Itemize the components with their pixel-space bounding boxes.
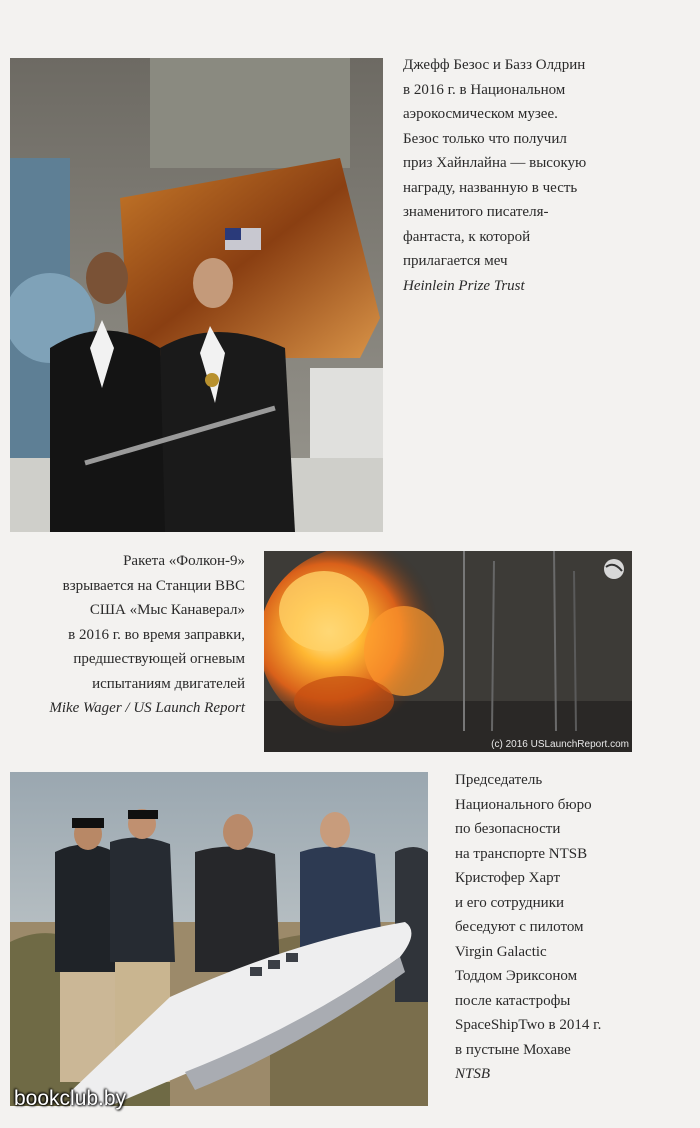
photo-falcon9-explosion (264, 551, 632, 752)
caption-ntsb (455, 768, 690, 1087)
photo-credit: NTSB (455, 1066, 491, 1082)
caption-line: знаменитого писателя- (403, 204, 549, 220)
caption-line: в 2016 г. в Национальном (403, 81, 566, 98)
caption-line: прилагается меч (403, 253, 508, 269)
caption-line: Национального бюро (455, 796, 592, 813)
caption-line: аэрокосмическом музее. (403, 106, 558, 122)
caption-line: и его сотрудники (455, 894, 565, 911)
caption-line: Кристофер Харт (455, 870, 561, 886)
photo-credit: Mike Wager / US Launch Report (49, 700, 245, 716)
caption-line: Джефф Безос и Базз Олдрин (403, 57, 586, 73)
caption-line: SpaceShipTwo в 2014 г. (455, 1017, 602, 1033)
caption-line: приз Хайнлайна — высокую (403, 155, 587, 171)
caption-line: предшествующей огневым (73, 651, 245, 667)
photo-ntsb-crash-site (10, 772, 428, 1106)
caption-line: после катастрофы (455, 992, 571, 1009)
caption-line: фантаста, к которой (403, 228, 531, 245)
caption-line: беседуют с пилотом (455, 919, 584, 935)
caption-line: Ракета «Фолкон-9» (123, 553, 245, 569)
caption-line: взрывается на Станции ВВС (62, 577, 245, 594)
caption-falcon9 (10, 549, 245, 721)
site-watermark: bookclub.by (14, 1087, 127, 1110)
caption-bezos-aldrin (403, 53, 688, 298)
photo-watermark-text: (c) 2016 USLaunchReport.com (491, 739, 629, 750)
photo-credit: Heinlein Prize Trust (403, 277, 525, 294)
caption-line: Председатель (455, 772, 543, 788)
caption-line: в 2016 г. во время заправки, (68, 626, 245, 643)
caption-line: Virgin Galactic (455, 943, 547, 960)
caption-line: на транспорте NTSB (455, 845, 588, 862)
caption-line: Тоддом Эриксоном (455, 968, 578, 984)
caption-line: в пустыне Мохаве (455, 1041, 571, 1058)
caption-line: награду, названную в честь (403, 179, 578, 196)
caption-line: по безопасности (455, 821, 561, 837)
photo-bezos-aldrin (10, 58, 383, 532)
caption-line: испытаниям двигателей (92, 675, 245, 692)
caption-line: США «Мыс Канаверал» (89, 602, 245, 618)
caption-line: Безос только что получил (403, 130, 567, 147)
